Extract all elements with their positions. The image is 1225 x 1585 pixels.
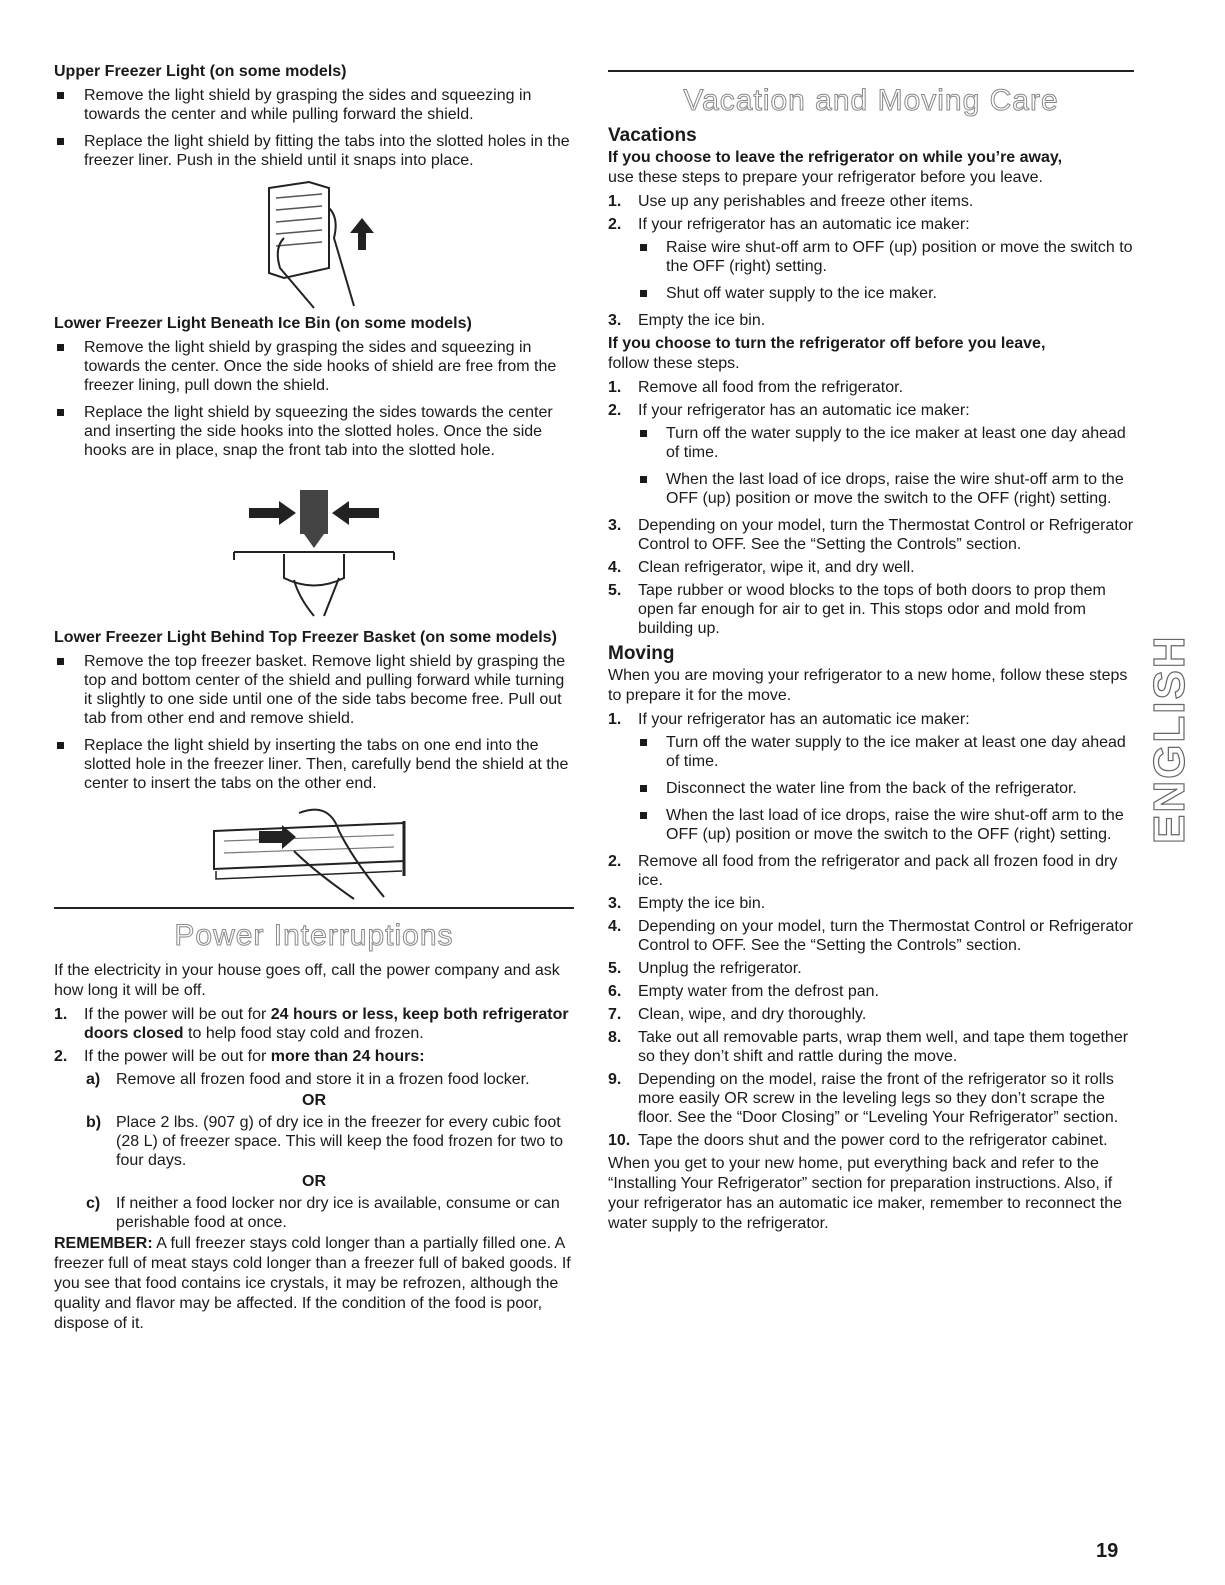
list-item: When the last load of ice drops, raise the wire shut-off arm to the OFF (up) position or move the switch to the OFF (right) setting. bbox=[608, 470, 1134, 508]
vacation-step-3: 3. Empty the ice bin. bbox=[608, 312, 766, 329]
step-number: 2. bbox=[54, 1048, 68, 1065]
remember-note: REMEMBER: A full freezer stays cold longer than a partially filled one. A freezer full of meat stays cold longer than a freezer full of baked goods. If you see that food contains ice crystals, it may be refrozen, although the quality and flavor may be affected. If the condition of the food is poor, dispose of it. bbox=[54, 1235, 571, 1332]
vacations-on-intro: If you choose to leave the refrigerator on while you’re away, use these steps to prepare your refrigerator before you leave. bbox=[608, 149, 1063, 186]
moving-heading: Moving bbox=[608, 643, 675, 664]
moving-step-4: 4. Depending on your model, turn the Thermostat Control or Refrigerator Control to OFF. See the “Setting the Controls” section. bbox=[608, 918, 1134, 954]
moving-step-5: 5. Unplug the refrigerator. bbox=[608, 960, 802, 977]
step-number: 1. bbox=[54, 1006, 68, 1023]
list-item: Remove the top freezer basket. Remove light shield by grasping the top and bottom center of the shield and pulling forward while turning it slightly to one side until one of the side tabs become free. Pull out tab from other end and remove shield. bbox=[54, 652, 574, 728]
right-column bbox=[608, 70, 1134, 1234]
moving-step-10: 10. Tape the doors shut and the power cord to the refrigerator cabinet. bbox=[608, 1132, 1108, 1149]
lower-freezer-light-ice-bin-heading: Lower Freezer Light Beneath Ice Bin (on some models) bbox=[54, 315, 472, 332]
upper-freezer-light-heading: Upper Freezer Light (on some models) bbox=[54, 63, 347, 80]
off-step-4: 4. Clean refrigerator, wipe it, and dry well. bbox=[608, 559, 915, 576]
list-item: Raise wire shut-off arm to OFF (up) position or move the switch to the OFF (right) setting. bbox=[608, 238, 1134, 276]
vacation-moving-title: Vacation and Moving Care bbox=[683, 84, 1059, 117]
vacation-step-1: 1. Use up any perishables and freeze other items. bbox=[608, 193, 974, 210]
list-item: Replace the light shield by squeezing the sides towards the center and inserting the side hooks into the slotted holes. Once the side hooks are in place, snap the front tab into the slotted hole. bbox=[54, 403, 574, 460]
basket-light-shield-illustration bbox=[204, 801, 424, 901]
power-intro: If the electricity in your house goes off, call the power company and ask how long it will be off. bbox=[54, 962, 560, 999]
moving-step-2: 2. Remove all food from the refrigerator and pack all frozen food in dry ice. bbox=[608, 853, 1118, 889]
power-step-1: 1. If the power will be out for 24 hours or less, keep both refrigerator doors closed to help food stay cold and frozen. bbox=[54, 1006, 569, 1042]
power-option-a: a) Remove all frozen food and store it in a frozen food locker. bbox=[86, 1071, 530, 1088]
list-item: Shut off water supply to the ice maker. bbox=[608, 284, 1134, 303]
lower-freezer-light-basket-heading: Lower Freezer Light Behind Top Freezer Basket (on some models) bbox=[54, 629, 557, 646]
list-item: Turn off the water supply to the ice maker at least one day ahead of time. bbox=[608, 424, 1134, 462]
moving-step-3: 3. Empty the ice bin. bbox=[608, 895, 766, 912]
power-option-b: b) Place 2 lbs. (907 g) of dry ice in the freezer for every cubic foot (28 L) of freezer space. This will keep the food frozen for two to four days. bbox=[86, 1114, 564, 1169]
vacation-step-2: 2. If your refrigerator has an automatic ice maker: bbox=[608, 216, 970, 233]
section-divider bbox=[54, 907, 574, 909]
english-side-tab bbox=[1145, 578, 1194, 848]
moving-step-6: 6. Empty water from the defrost pan. bbox=[608, 983, 879, 1000]
moving-step-9: 9. Depending on the model, raise the front of the refrigerator so it rolls more easily OR screw in the leveling legs so they don’t scrape the floor. See the “Door Closing” or “Leveling Your Refrigerator” section. bbox=[608, 1071, 1119, 1126]
list-item: Remove the light shield by grasping the sides and squeezing in towards the center and while pulling forward the shield. bbox=[54, 86, 574, 124]
moving-intro: When you are moving your refrigerator to a new home, follow these steps to prepare it for the move. bbox=[608, 667, 1128, 704]
power-step-2: 2. If the power will be out for more than 24 hours: bbox=[54, 1048, 425, 1065]
lower-light-shield-illustration bbox=[214, 468, 414, 618]
section-divider bbox=[608, 70, 1134, 72]
left-column bbox=[54, 62, 574, 1334]
power-option-c: c) If neither a food locker nor dry ice is available, consume or can perishable food at once. bbox=[86, 1195, 560, 1231]
or-separator: OR bbox=[302, 1092, 326, 1109]
list-item: Replace the light shield by fitting the tabs into the slotted holes in the freezer liner. Push in the shield until it snaps into place. bbox=[54, 132, 574, 170]
list-item: Remove the light shield by grasping the sides and squeezing in towards the center. Once the side hooks of shield are free from the freezer lining, pull down the shield. bbox=[54, 338, 574, 395]
side-tab-label: ENGLISH bbox=[1145, 634, 1194, 844]
off-step-2: 2. If your refrigerator has an automatic ice maker: bbox=[608, 402, 970, 419]
vacations-off-intro: If you choose to turn the refrigerator off before you leave, follow these steps. bbox=[608, 335, 1046, 372]
list-item: When the last load of ice drops, raise the wire shut-off arm to the OFF (up) position or move the switch to the OFF (right) setting. bbox=[608, 806, 1134, 844]
power-interruptions-title: Power Interruptions bbox=[174, 919, 454, 952]
off-step-5: 5. Tape rubber or wood blocks to the tops of both doors to prop them open far enough for air to get in. This stops odor and mold from building up. bbox=[608, 582, 1106, 637]
moving-step-7: 7. Clean, wipe, and dry thoroughly. bbox=[608, 1006, 867, 1023]
vacations-heading: Vacations bbox=[608, 125, 697, 146]
moving-closing: When you get to your new home, put everything back and refer to the “Installing Your Refrigerator” section for preparation instructions. Also, if your refrigerator has an automatic ice maker, remember to reconnect the water supply to the refrigerator. bbox=[608, 1155, 1123, 1232]
upper-light-shield-illustration bbox=[214, 178, 414, 308]
list-item: Disconnect the water line from the back of the refrigerator. bbox=[608, 779, 1134, 798]
list-item: Replace the light shield by inserting the tabs on one end into the slotted hole in the freezer liner. Then, carefully bend the shield at the center to insert the tabs on the other end. bbox=[54, 736, 574, 793]
moving-step-8: 8. Take out all removable parts, wrap them well, and tape them together so they don’t shift and rattle during the move. bbox=[608, 1029, 1129, 1065]
off-step-3: 3. Depending on your model, turn the Thermostat Control or Refrigerator Control to OFF. See the “Setting the Controls” section. bbox=[608, 517, 1134, 553]
page-number: 19 bbox=[1096, 1540, 1119, 1562]
or-separator: OR bbox=[302, 1173, 326, 1190]
list-item: Turn off the water supply to the ice maker at least one day ahead of time. bbox=[608, 733, 1134, 771]
off-step-1: 1. Remove all food from the refrigerator. bbox=[608, 379, 904, 396]
moving-step-1: 1. If your refrigerator has an automatic ice maker: bbox=[608, 711, 970, 728]
